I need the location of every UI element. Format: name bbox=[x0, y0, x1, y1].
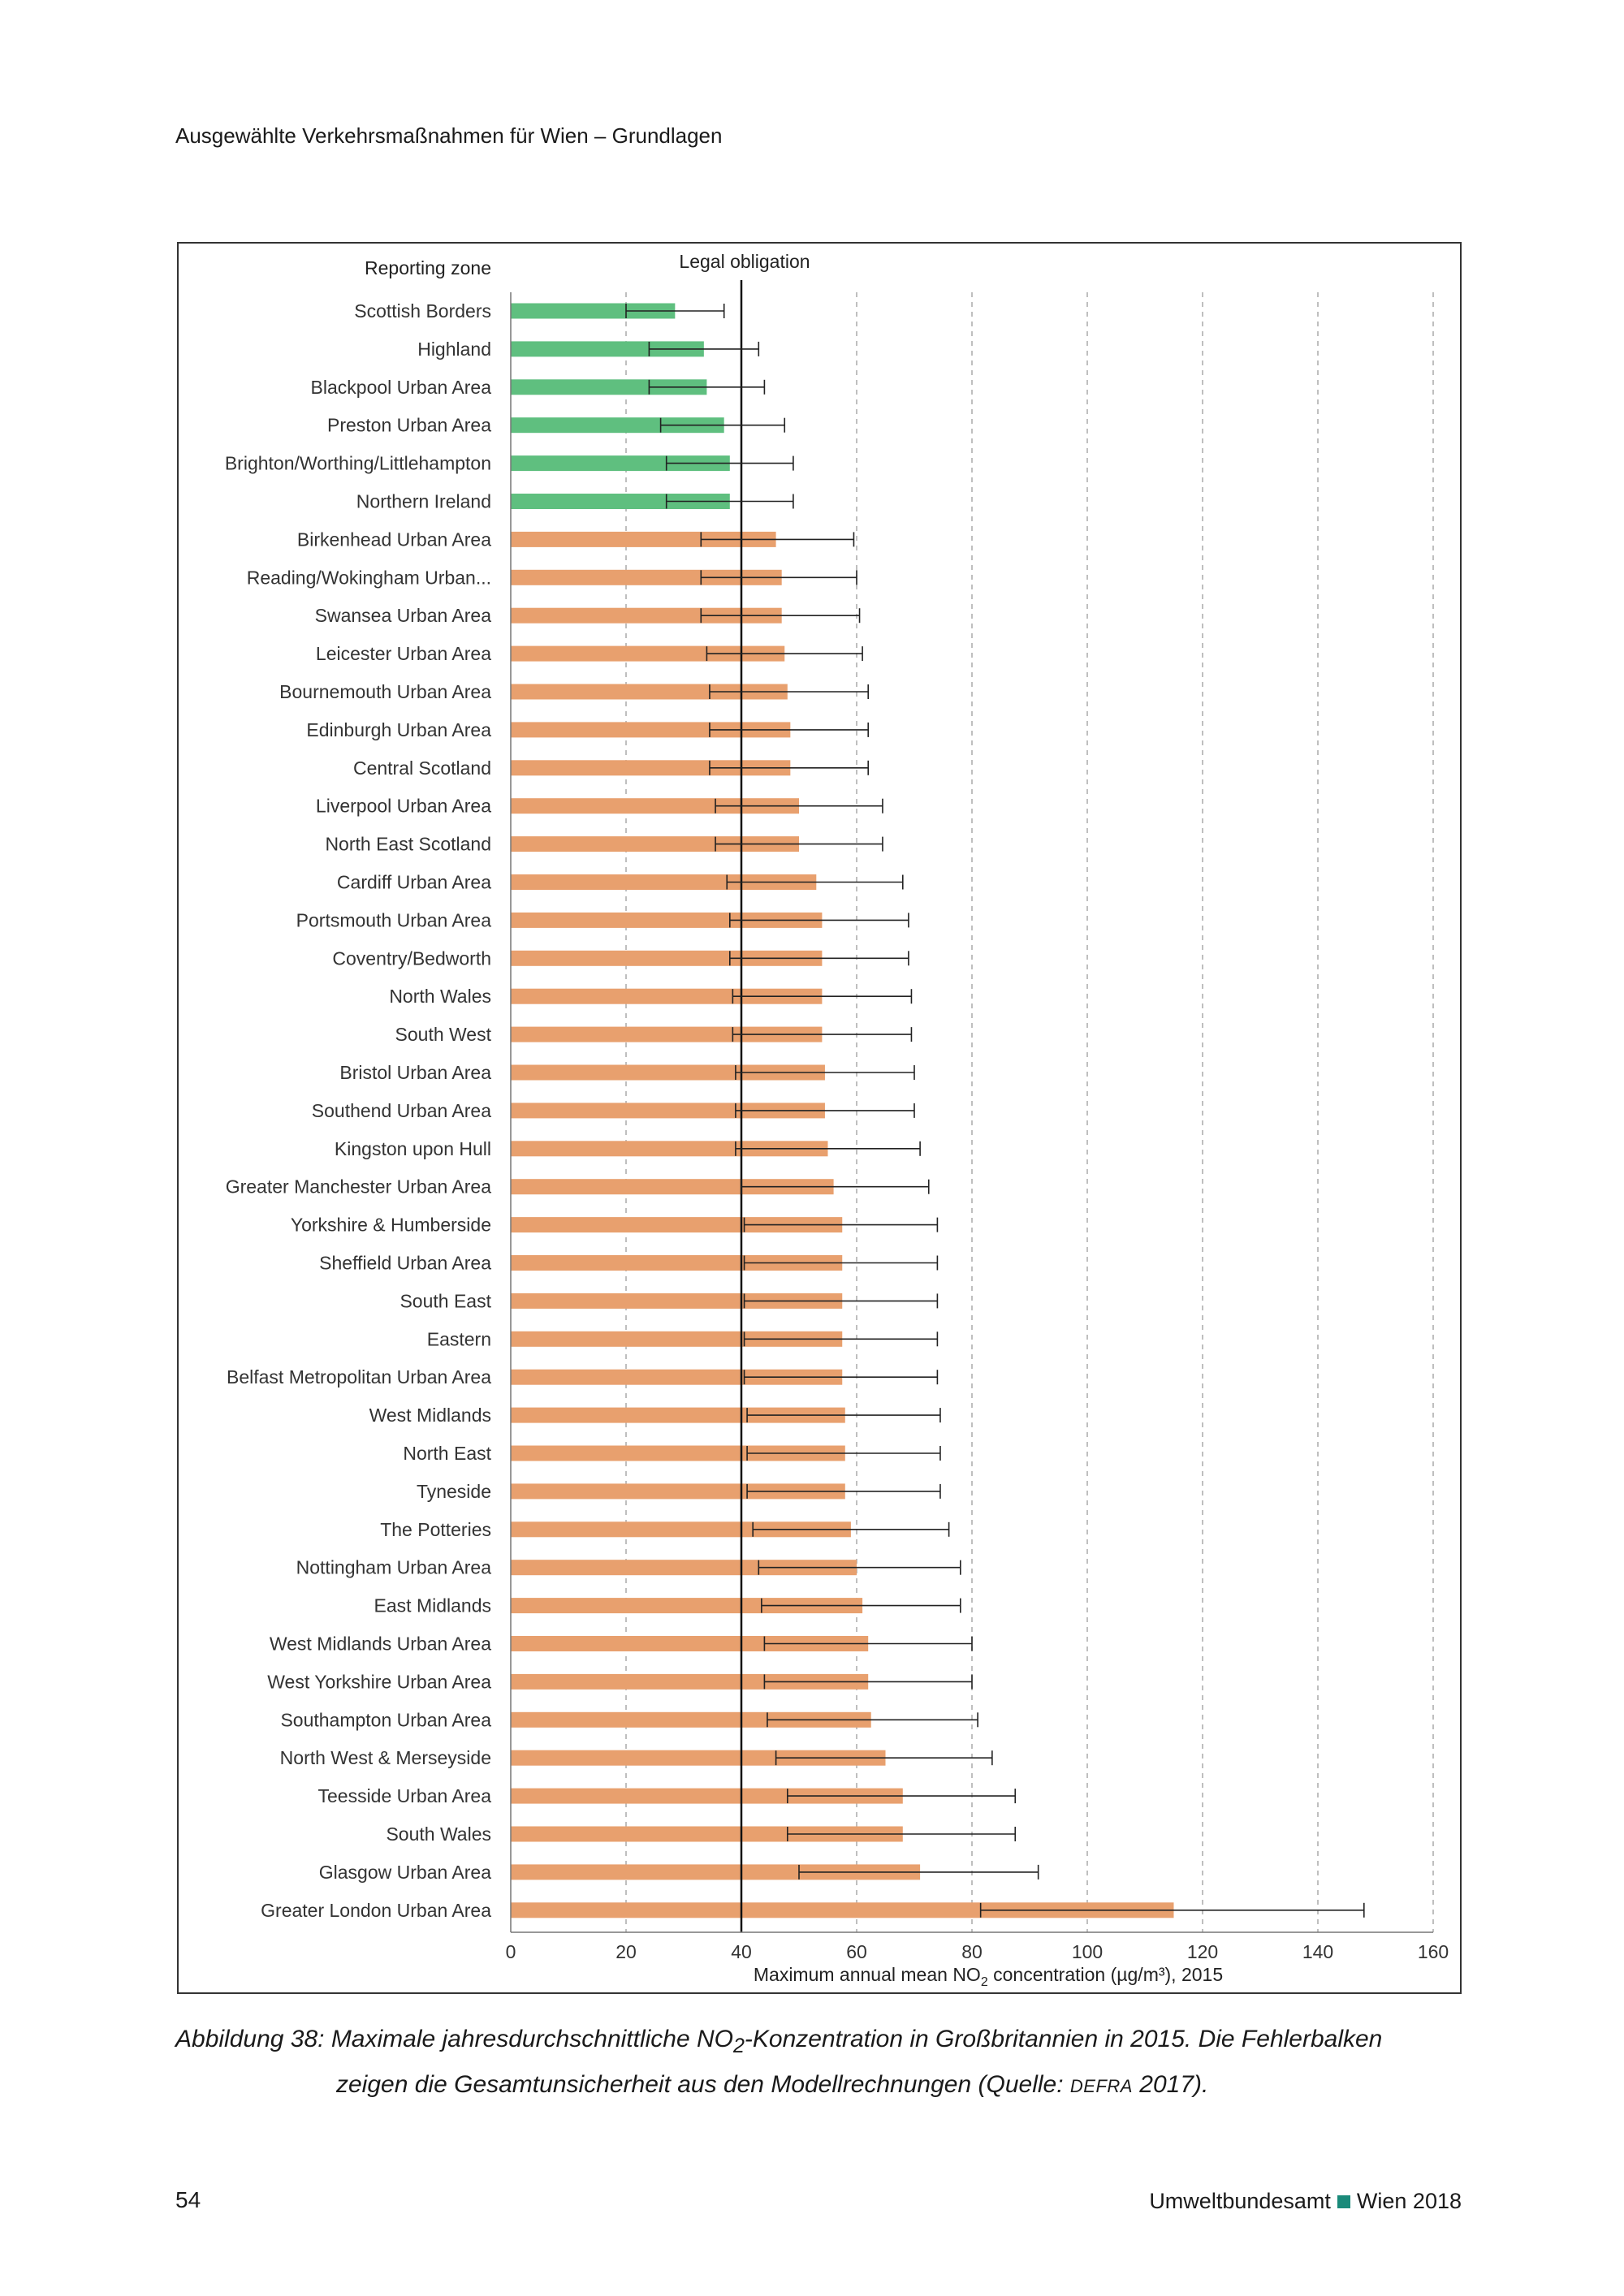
caption-text: 2017). bbox=[1132, 2071, 1209, 2098]
category-label: North Wales bbox=[389, 986, 491, 1008]
category-label: Liverpool Urban Area bbox=[315, 795, 491, 817]
x-axis-label-subscript: 2 bbox=[980, 1975, 988, 1989]
caption-text: Abbildung 38: Maximale jahresdurchschnittliche NO bbox=[175, 2026, 734, 2052]
category-label: Eastern bbox=[426, 1328, 491, 1350]
category-label: North East bbox=[403, 1443, 491, 1464]
category-label: Southampton Urban Area bbox=[280, 1709, 491, 1731]
x-tick-label: 80 bbox=[961, 1941, 983, 1962]
caption-subscript: 2 bbox=[733, 2035, 745, 2057]
category-label: North West & Merseyside bbox=[279, 1747, 491, 1769]
category-label: Brighton/Worthing/Littlehampton bbox=[224, 452, 491, 474]
category-label: Swansea Urban Area bbox=[314, 605, 491, 627]
category-label: West Yorkshire Urban Area bbox=[267, 1671, 491, 1693]
caption-text: zeigen die Gesamtunsicherheit aus den Modellrechnungen (Quelle: bbox=[336, 2071, 1070, 2098]
category-label: Tyneside bbox=[416, 1480, 491, 1502]
category-label: Scottish Borders bbox=[354, 300, 491, 322]
caption-source: DEFRA bbox=[1069, 2076, 1133, 2096]
category-label: The Potteries bbox=[380, 1518, 491, 1540]
category-label: Cardiff Urban Area bbox=[336, 871, 491, 893]
x-tick-label: 140 bbox=[1302, 1941, 1334, 1962]
zone-header: Reporting zone bbox=[365, 257, 491, 278]
legal-obligation-label: Legal obligation bbox=[679, 251, 810, 272]
category-label: Coventry/Bedworth bbox=[332, 947, 491, 969]
category-label: Belfast Metropolitan Urban Area bbox=[226, 1366, 491, 1388]
category-label: West Midlands Urban Area bbox=[269, 1633, 491, 1655]
category-label: Sheffield Urban Area bbox=[319, 1252, 491, 1274]
x-axis-label-suffix: concentration (µg/m³), 2015 bbox=[987, 1964, 1224, 1985]
category-label: Bristol Urban Area bbox=[339, 1062, 491, 1083]
category-label: Southend Urban Area bbox=[311, 1099, 491, 1121]
x-tick-label: 40 bbox=[731, 1941, 752, 1962]
category-label: Leicester Urban Area bbox=[315, 643, 491, 665]
x-tick-label: 60 bbox=[846, 1941, 867, 1962]
footer-org: Umweltbundesamt bbox=[1149, 2189, 1331, 2213]
category-label: Birkenhead Urban Area bbox=[296, 529, 491, 550]
category-label: Portsmouth Urban Area bbox=[296, 909, 491, 931]
page-number: 54 bbox=[175, 2187, 201, 2212]
caption-line-1 bbox=[175, 2020, 1475, 2065]
chart-frame bbox=[177, 242, 1462, 1994]
x-tick-label: 0 bbox=[505, 1941, 516, 1962]
category-label: East Midlands bbox=[374, 1595, 491, 1616]
category-label: Greater London Urban Area bbox=[261, 1899, 491, 1921]
category-label: Nottingham Urban Area bbox=[296, 1556, 491, 1578]
x-axis-label bbox=[754, 1964, 1223, 1989]
x-tick-label: 100 bbox=[1071, 1941, 1104, 1962]
footer-place-year: Wien 2018 bbox=[1356, 2189, 1462, 2213]
category-label: North East Scotland bbox=[325, 833, 491, 855]
category-label: Greater Manchester Urban Area bbox=[225, 1176, 491, 1198]
category-label: Northern Ireland bbox=[356, 490, 491, 512]
x-tick-label: 160 bbox=[1417, 1941, 1449, 1962]
category-label: Kingston upon Hull bbox=[334, 1137, 491, 1159]
category-label: Edinburgh Urban Area bbox=[306, 719, 491, 740]
category-label: South Wales bbox=[386, 1823, 491, 1845]
category-label: Glasgow Urban Area bbox=[318, 1861, 491, 1883]
category-label: Reading/Wokingham Urban... bbox=[246, 567, 491, 589]
category-label: Central Scotland bbox=[352, 757, 491, 779]
category-label: Blackpool Urban Area bbox=[310, 376, 491, 398]
figure-caption bbox=[175, 2020, 1475, 2106]
category-label: Teesside Urban Area bbox=[317, 1785, 491, 1807]
bar-chart bbox=[179, 244, 1460, 1992]
category-label: South East bbox=[400, 1290, 491, 1312]
x-tick-label: 120 bbox=[1186, 1941, 1219, 1962]
x-axis-label-prefix: Maximum annual mean NO bbox=[753, 1964, 981, 1985]
category-label: Yorkshire & Humberside bbox=[290, 1214, 491, 1236]
category-label: Preston Urban Area bbox=[326, 414, 491, 436]
category-label: West Midlands bbox=[369, 1405, 491, 1426]
page-footer bbox=[1149, 2189, 1462, 2214]
category-label: South West bbox=[395, 1024, 491, 1046]
page-header: Ausgewählte Verkehrsmaßnahmen für Wien – Grundlagen bbox=[175, 123, 723, 148]
caption-line-2 bbox=[175, 2065, 1475, 2106]
x-tick-label: 20 bbox=[615, 1941, 637, 1962]
footer-square-icon bbox=[1337, 2195, 1350, 2208]
category-label: Highland bbox=[417, 338, 491, 360]
category-label: Bournemouth Urban Area bbox=[279, 681, 491, 702]
caption-text: -Konzentration in Großbritannien in 2015. Die Fehlerbalken bbox=[744, 2026, 1383, 2052]
